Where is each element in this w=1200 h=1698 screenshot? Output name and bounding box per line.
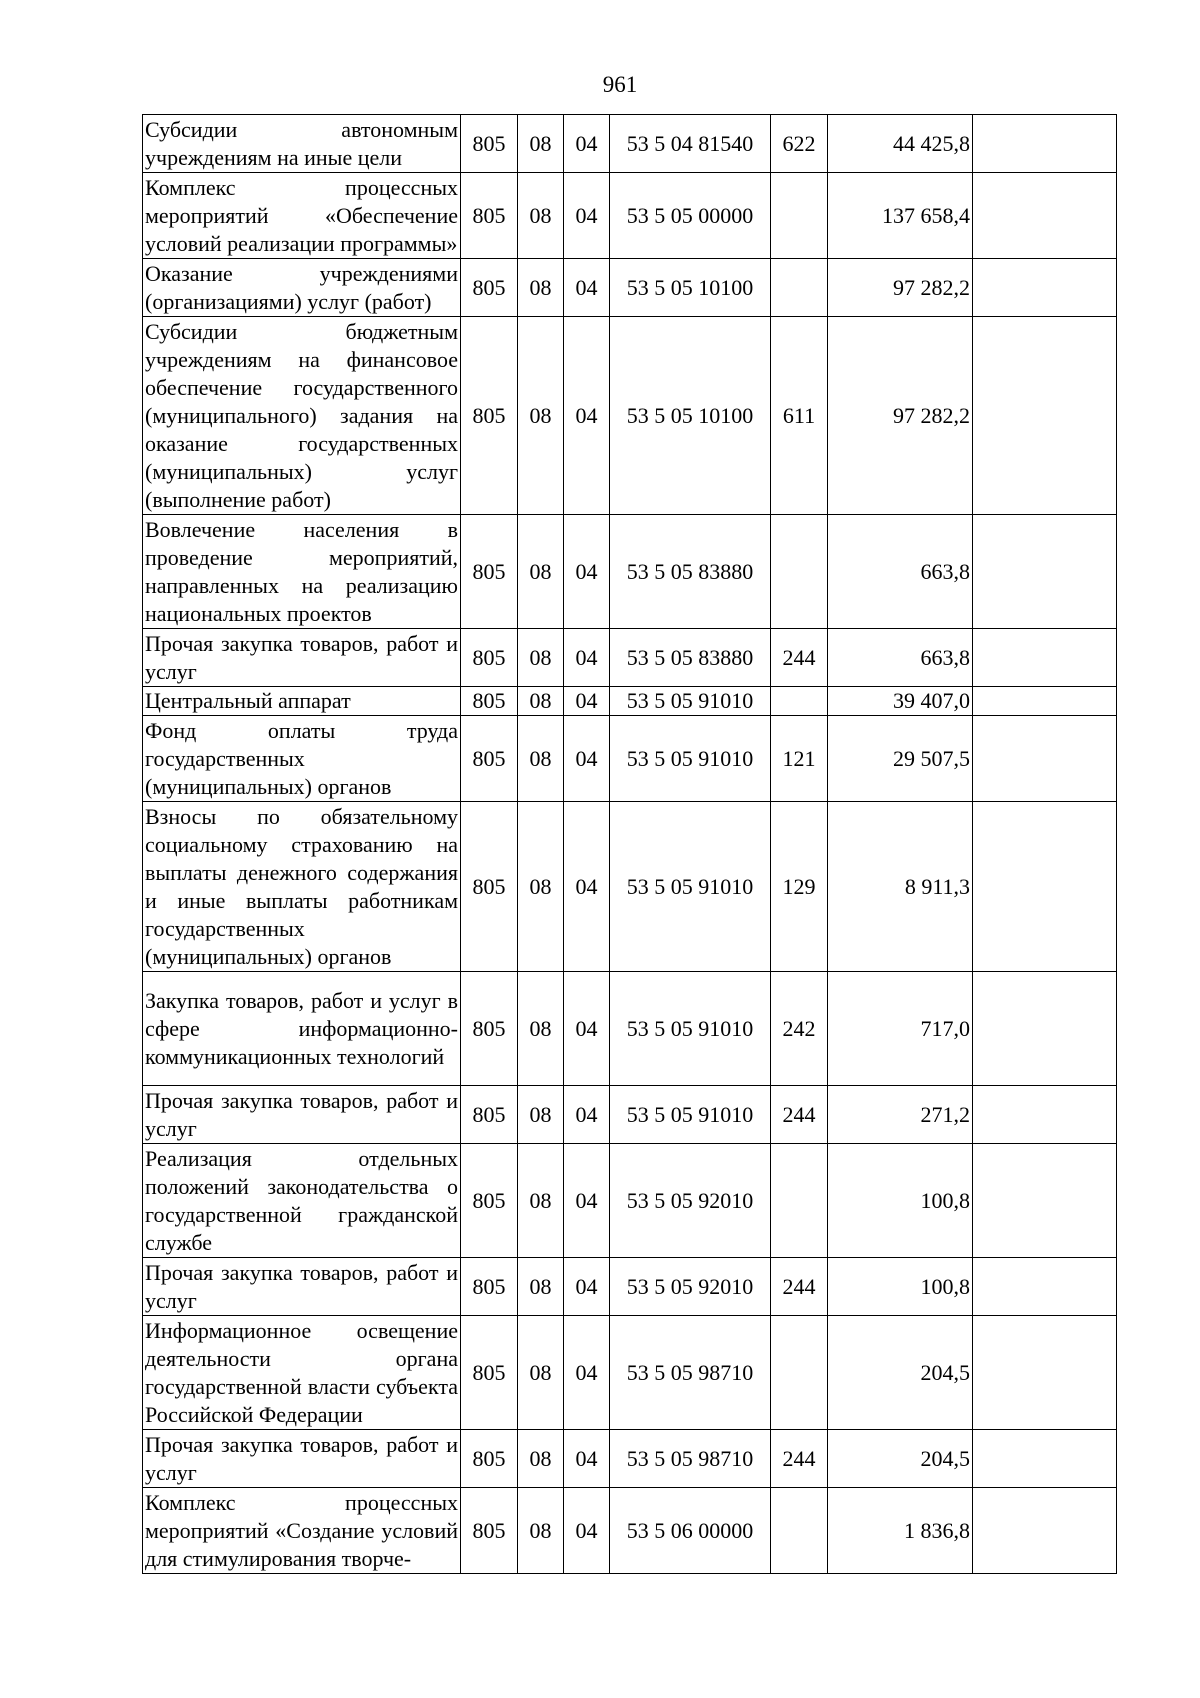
row-expense-type: 244 (771, 1258, 828, 1316)
row-name: Фонд оплаты труда государственных (муниципальных) органов (143, 716, 461, 802)
row-subsection: 04 (564, 802, 610, 972)
row-name: Прочая закупка товаров, работ и услуг (143, 1258, 461, 1316)
row-ministry: 805 (461, 115, 518, 173)
row-subsection: 04 (564, 1258, 610, 1316)
row-extra (973, 716, 1117, 802)
table-row (143, 317, 1117, 515)
row-section: 08 (518, 716, 564, 802)
row-expense-type: 611 (771, 317, 828, 515)
row-ministry: 805 (461, 1144, 518, 1258)
row-amount: 97 282,2 (828, 259, 973, 317)
row-section: 08 (518, 1258, 564, 1316)
row-name: Закупка товаров, работ и услуг в сфере информационно-коммуникационных технологий (143, 972, 461, 1086)
table-row (143, 629, 1117, 687)
row-amount: 663,8 (828, 629, 973, 687)
row-target-article: 53 5 05 92010 (610, 1144, 771, 1258)
row-subsection: 04 (564, 687, 610, 716)
row-extra (973, 115, 1117, 173)
row-subsection: 04 (564, 1488, 610, 1574)
row-section: 08 (518, 1430, 564, 1488)
row-extra (973, 515, 1117, 629)
row-section: 08 (518, 1144, 564, 1258)
row-amount: 717,0 (828, 972, 973, 1086)
row-section: 08 (518, 515, 564, 629)
table-row (143, 515, 1117, 629)
row-subsection: 04 (564, 1086, 610, 1144)
row-amount: 29 507,5 (828, 716, 973, 802)
row-amount: 137 658,4 (828, 173, 973, 259)
row-subsection: 04 (564, 972, 610, 1086)
row-extra (973, 687, 1117, 716)
row-ministry: 805 (461, 173, 518, 259)
row-ministry: 805 (461, 629, 518, 687)
row-section: 08 (518, 259, 564, 317)
table-row (143, 1430, 1117, 1488)
row-expense-type (771, 687, 828, 716)
row-subsection: 04 (564, 1430, 610, 1488)
row-subsection: 04 (564, 115, 610, 173)
row-target-article: 53 5 05 10100 (610, 259, 771, 317)
row-extra (973, 1086, 1117, 1144)
row-target-article: 53 5 05 91010 (610, 802, 771, 972)
row-expense-type: 244 (771, 1086, 828, 1144)
row-amount: 204,5 (828, 1316, 973, 1430)
row-subsection: 04 (564, 629, 610, 687)
row-name: Прочая закупка товаров, работ и услуг (143, 629, 461, 687)
row-ministry: 805 (461, 716, 518, 802)
row-extra (973, 173, 1117, 259)
row-extra (973, 1316, 1117, 1430)
row-expense-type: 121 (771, 716, 828, 802)
row-extra (973, 317, 1117, 515)
row-ministry: 805 (461, 687, 518, 716)
row-expense-type (771, 259, 828, 317)
row-expense-type: 244 (771, 1430, 828, 1488)
row-name: Взносы по обязательному социальному страхованию на выплаты денежного содержания и иные выплаты работникам государственных (муниципальных) органов (143, 802, 461, 972)
row-target-article: 53 5 05 91010 (610, 687, 771, 716)
row-ministry: 805 (461, 259, 518, 317)
row-expense-type (771, 1488, 828, 1574)
row-subsection: 04 (564, 173, 610, 259)
row-name: Вовлечение населения в проведение мероприятий, направленных на реализацию национальных проектов (143, 515, 461, 629)
row-amount: 1 836,8 (828, 1488, 973, 1574)
row-expense-type: 129 (771, 802, 828, 972)
row-subsection: 04 (564, 716, 610, 802)
row-expense-type (771, 1144, 828, 1258)
row-name: Субсидии автономным учреждениям на иные цели (143, 115, 461, 173)
row-ministry: 805 (461, 1316, 518, 1430)
row-amount: 663,8 (828, 515, 973, 629)
row-section: 08 (518, 687, 564, 716)
row-section: 08 (518, 317, 564, 515)
row-target-article: 53 5 05 91010 (610, 972, 771, 1086)
table-row (143, 1488, 1117, 1574)
row-target-article: 53 5 06 00000 (610, 1488, 771, 1574)
table-row (143, 115, 1117, 173)
table-row (143, 1316, 1117, 1430)
row-expense-type (771, 173, 828, 259)
table-row (143, 259, 1117, 317)
row-expense-type: 244 (771, 629, 828, 687)
row-amount: 204,5 (828, 1430, 973, 1488)
row-subsection: 04 (564, 515, 610, 629)
row-target-article: 53 5 05 91010 (610, 716, 771, 802)
row-name: Комплекс процессных мероприятий «Обеспечение условий реализации программы» (143, 173, 461, 259)
row-target-article: 53 5 05 91010 (610, 1086, 771, 1144)
row-name: Информационное освещение деятельности органа государственной власти субъекта Российской Федерации (143, 1316, 461, 1430)
row-subsection: 04 (564, 259, 610, 317)
row-expense-type: 242 (771, 972, 828, 1086)
row-extra (973, 1488, 1117, 1574)
row-ministry: 805 (461, 317, 518, 515)
row-target-article: 53 5 05 83880 (610, 515, 771, 629)
row-ministry: 805 (461, 515, 518, 629)
row-extra (973, 1144, 1117, 1258)
row-target-article: 53 5 05 98710 (610, 1430, 771, 1488)
row-target-article: 53 5 05 98710 (610, 1316, 771, 1430)
row-name: Комплекс процессных мероприятий «Создание условий для стимулирования творче- (143, 1488, 461, 1574)
row-subsection: 04 (564, 317, 610, 515)
row-expense-type (771, 515, 828, 629)
row-extra (973, 259, 1117, 317)
row-name: Прочая закупка товаров, работ и услуг (143, 1086, 461, 1144)
row-ministry: 805 (461, 1258, 518, 1316)
row-ministry: 805 (461, 802, 518, 972)
row-section: 08 (518, 115, 564, 173)
row-ministry: 805 (461, 972, 518, 1086)
row-amount: 271,2 (828, 1086, 973, 1144)
table-row (143, 802, 1117, 972)
row-section: 08 (518, 1488, 564, 1574)
row-amount: 97 282,2 (828, 317, 973, 515)
row-target-article: 53 5 05 92010 (610, 1258, 771, 1316)
table-row (143, 972, 1117, 1086)
row-ministry: 805 (461, 1430, 518, 1488)
row-amount: 44 425,8 (828, 115, 973, 173)
row-target-article: 53 5 04 81540 (610, 115, 771, 173)
row-name: Субсидии бюджетным учреждениям на финансовое обеспечение государственного (муниципального) задания на оказание государственных (муниципальных) услуг (выполнение работ) (143, 317, 461, 515)
page-number: 961 (602, 72, 638, 97)
table-row (143, 687, 1117, 716)
row-section: 08 (518, 802, 564, 972)
row-target-article: 53 5 05 00000 (610, 173, 771, 259)
row-section: 08 (518, 1316, 564, 1430)
budget-table (142, 114, 1117, 1574)
row-ministry: 805 (461, 1086, 518, 1144)
row-ministry: 805 (461, 1488, 518, 1574)
row-name: Реализация отдельных положений законодательства о государственной гражданской службе (143, 1144, 461, 1258)
row-extra (973, 802, 1117, 972)
row-extra (973, 1430, 1117, 1488)
row-section: 08 (518, 1086, 564, 1144)
row-target-article: 53 5 05 83880 (610, 629, 771, 687)
row-name: Центральный аппарат (143, 687, 461, 716)
table-row (143, 1086, 1117, 1144)
table-row (143, 716, 1117, 802)
row-target-article: 53 5 05 10100 (610, 317, 771, 515)
table-row (143, 1258, 1117, 1316)
row-name: Оказание учреждениями (организациями) услуг (работ) (143, 259, 461, 317)
row-extra (973, 972, 1117, 1086)
table-row (143, 1144, 1117, 1258)
row-amount: 100,8 (828, 1258, 973, 1316)
row-section: 08 (518, 972, 564, 1086)
row-amount: 8 911,3 (828, 802, 973, 972)
row-subsection: 04 (564, 1144, 610, 1258)
row-amount: 39 407,0 (828, 687, 973, 716)
row-section: 08 (518, 173, 564, 259)
row-subsection: 04 (564, 1316, 610, 1430)
row-name: Прочая закупка товаров, работ и услуг (143, 1430, 461, 1488)
table-row (143, 173, 1117, 259)
row-extra (973, 1258, 1117, 1316)
row-expense-type: 622 (771, 115, 828, 173)
row-extra (973, 629, 1117, 687)
row-expense-type (771, 1316, 828, 1430)
row-amount: 100,8 (828, 1144, 973, 1258)
row-section: 08 (518, 629, 564, 687)
